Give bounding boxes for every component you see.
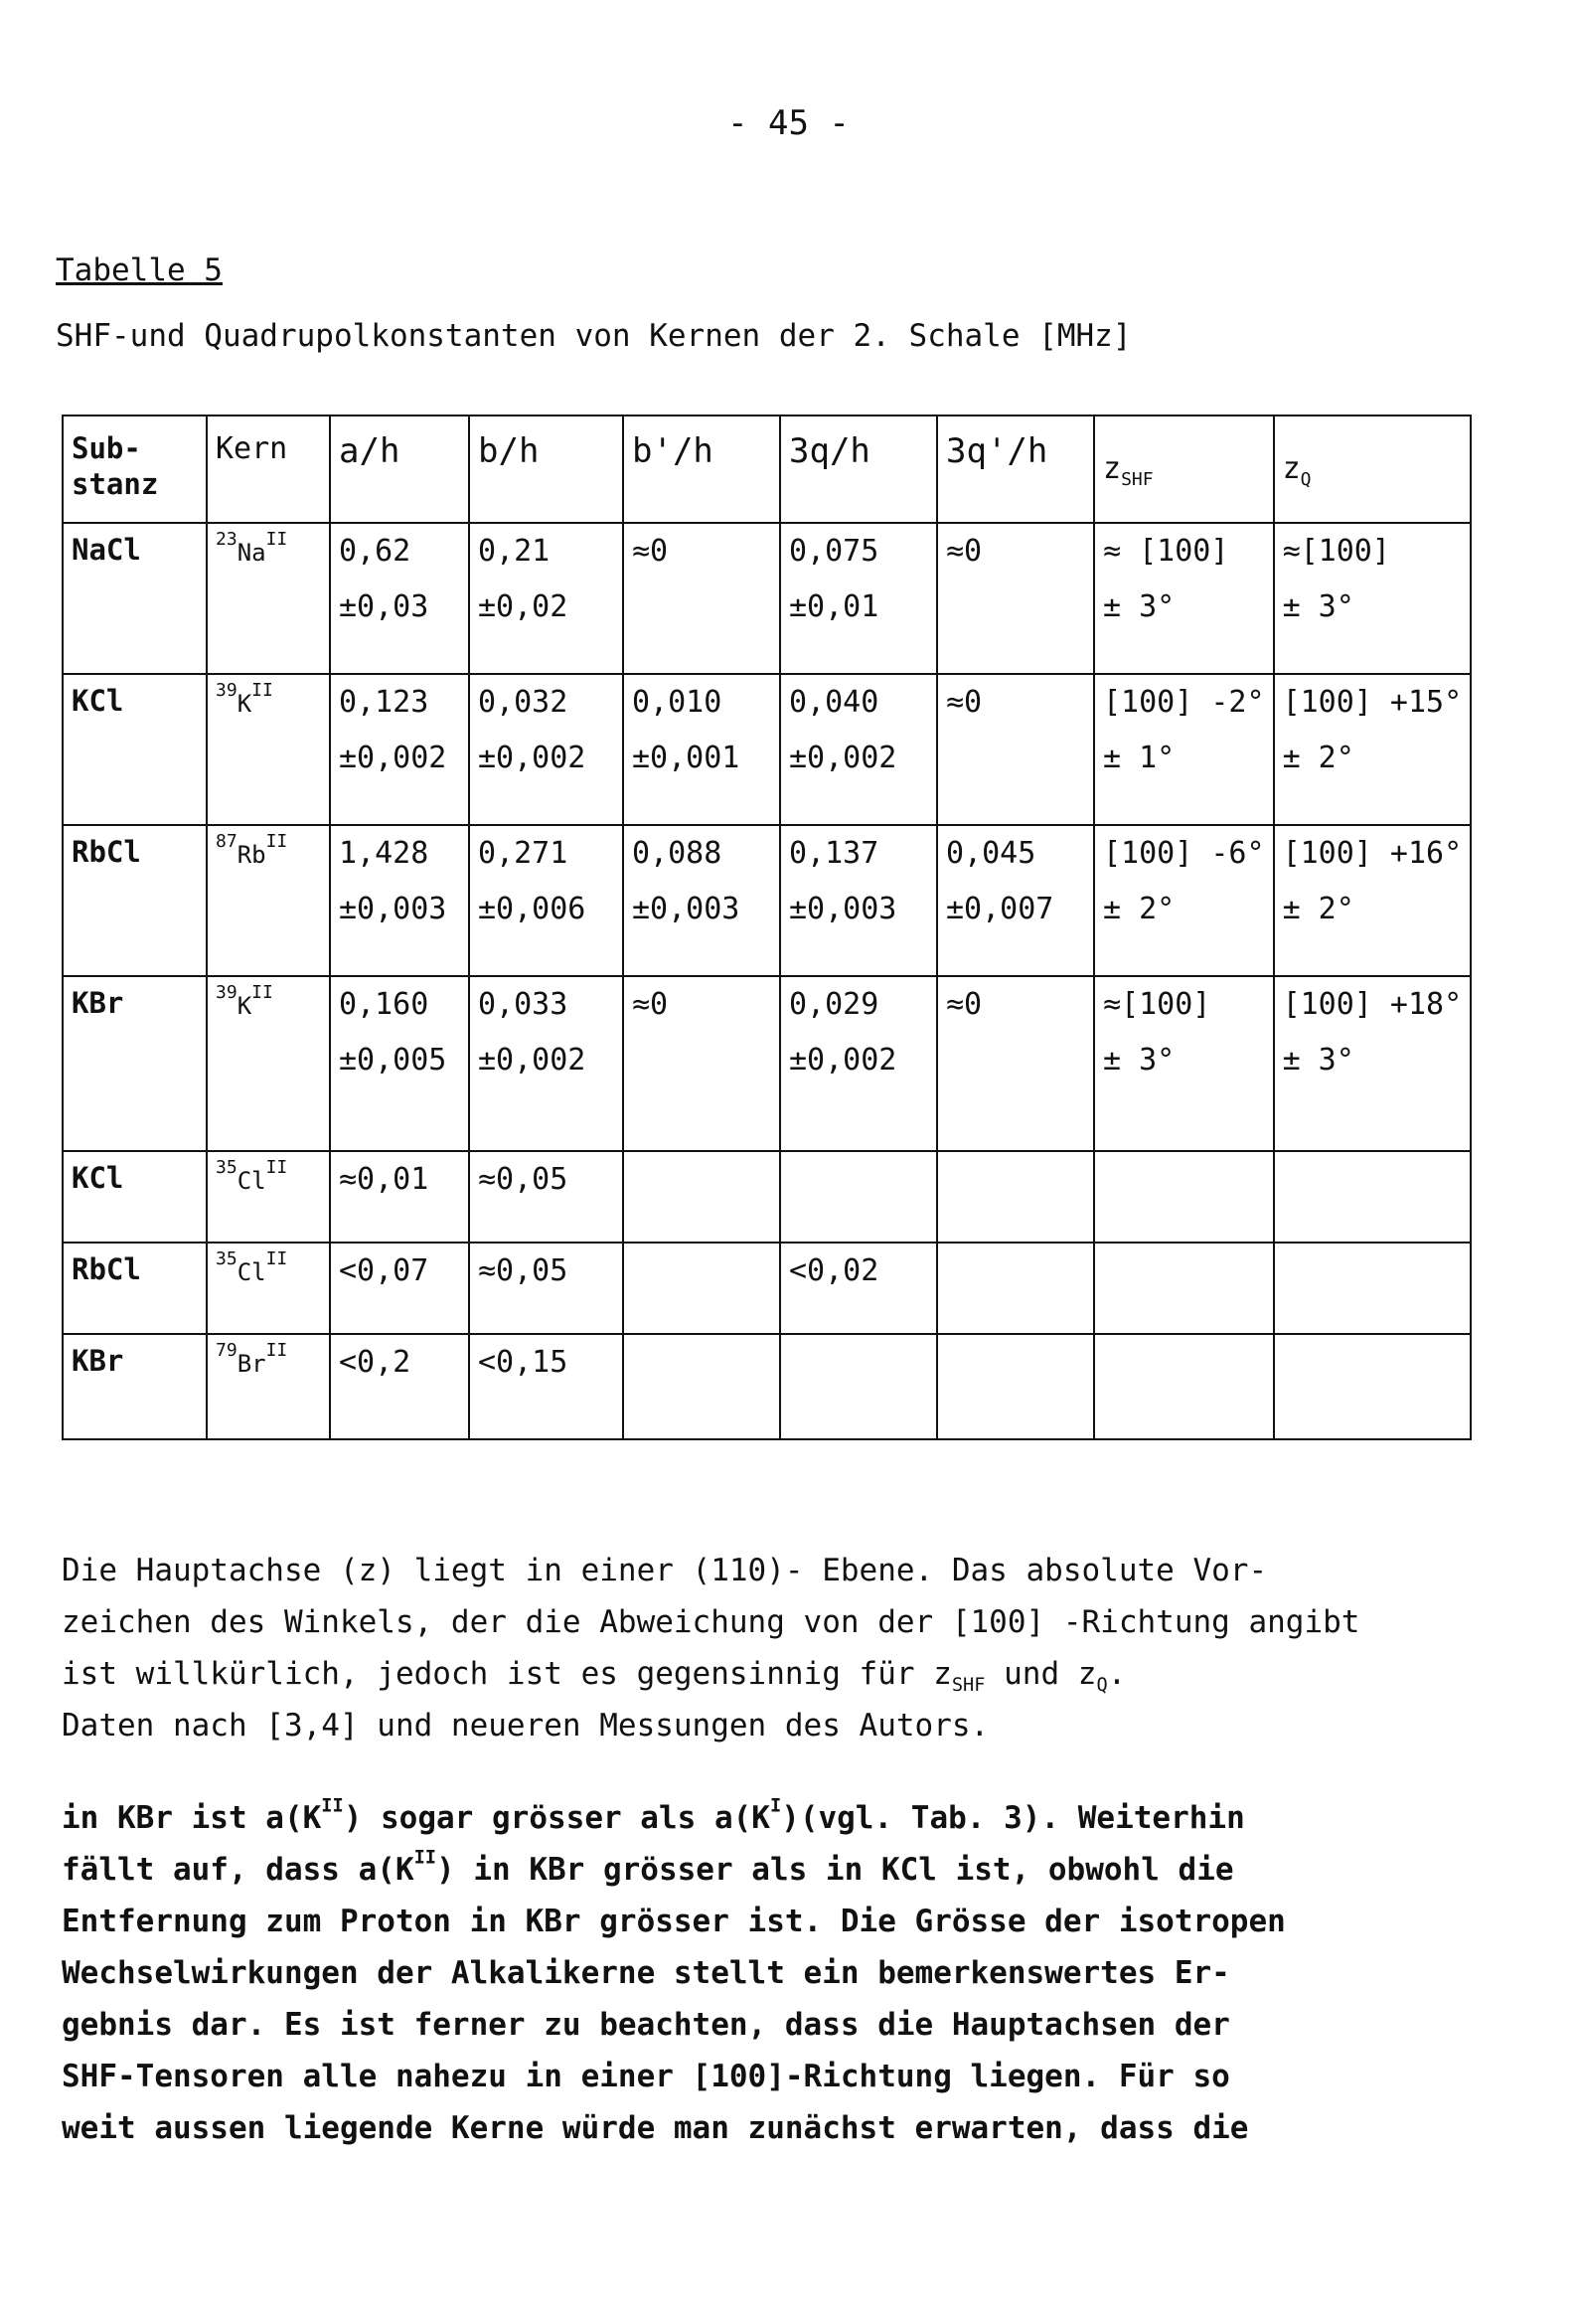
cell-q3p bbox=[937, 1151, 1094, 1243]
header-a bbox=[330, 415, 469, 523]
text-line: $z_{SHF}$ bbox=[1103, 451, 1154, 490]
cell-bp bbox=[623, 674, 780, 825]
cell-value: [100] +16° bbox=[1282, 836, 1463, 871]
cell-bp bbox=[623, 976, 780, 1151]
cell-value: ≈[100] bbox=[1103, 987, 1211, 1022]
cell-zshf bbox=[1094, 1334, 1274, 1439]
cell-q3p bbox=[937, 1334, 1094, 1439]
table-caption-text: SHF-und Quadrupolkonstanten von Kernen der 2. Schale [MHz] bbox=[56, 318, 1132, 354]
cell-substanz: KBr bbox=[63, 1334, 207, 1439]
cell-q3 bbox=[780, 1151, 937, 1243]
cell-value: ≈0,05 bbox=[478, 1162, 568, 1197]
cell-value: ≈0 bbox=[632, 987, 669, 1022]
header-b bbox=[469, 415, 623, 523]
cell-error: ± 2° bbox=[1282, 891, 1354, 926]
header-b-text: b/h bbox=[478, 431, 540, 471]
cell-error: ± 1° bbox=[1103, 740, 1176, 775]
cell-value: 0,123 bbox=[339, 685, 429, 720]
cell-value: 1,428 bbox=[339, 836, 429, 871]
cell-error: ±0,003 bbox=[339, 891, 447, 926]
cell-value: [100] -6° bbox=[1103, 836, 1265, 871]
cell-q3p bbox=[937, 674, 1094, 825]
cell-kern: $^{39}K^{II}$ bbox=[207, 976, 330, 1151]
cell-q3 bbox=[780, 674, 937, 825]
header-a-text: a/h bbox=[339, 431, 400, 471]
cell-error: ± 3° bbox=[1103, 588, 1176, 624]
cell-value: ≈0,05 bbox=[478, 1253, 568, 1288]
cell-value: ≈0 bbox=[632, 534, 669, 569]
cell-value: 0,045 bbox=[946, 836, 1036, 871]
table-row bbox=[63, 976, 1471, 1151]
cell-zq bbox=[1274, 1243, 1472, 1334]
cell-value: <0,07 bbox=[339, 1253, 429, 1288]
cell-a bbox=[330, 825, 469, 976]
page-number: - 45 - bbox=[727, 103, 850, 143]
cell-value: 0,160 bbox=[339, 987, 429, 1022]
cell-b bbox=[469, 825, 623, 976]
table-row bbox=[63, 1243, 1471, 1334]
cell-value: 0,032 bbox=[478, 685, 568, 720]
cell-value: <0,2 bbox=[339, 1345, 411, 1380]
cell-value: 0,271 bbox=[478, 836, 568, 871]
cell-error: ±0,007 bbox=[946, 891, 1054, 926]
cell-b bbox=[469, 1243, 623, 1334]
cell-a bbox=[330, 1243, 469, 1334]
cell-kern: $^{35}Cl^{II}$ bbox=[207, 1243, 330, 1334]
cell-zq bbox=[1274, 976, 1472, 1151]
header-bp-text: b'/h bbox=[632, 431, 713, 471]
cell-error: ±0,002 bbox=[478, 740, 586, 775]
cell-error: ±0,003 bbox=[632, 891, 740, 926]
cell-substanz: KCl bbox=[63, 674, 207, 825]
table-row bbox=[63, 523, 1471, 674]
header-3qp-text: 3q'/h bbox=[946, 431, 1048, 471]
text-line: zeichen des Winkels, der die Abweichung von der [100] -Richtung angibt bbox=[62, 1604, 1360, 1640]
cell-error: ±0,001 bbox=[632, 740, 740, 775]
cell-b bbox=[469, 523, 623, 674]
cell-bp bbox=[623, 825, 780, 976]
cell-error: ±0,002 bbox=[789, 1042, 897, 1078]
cell-value: ≈0,01 bbox=[339, 1162, 429, 1197]
cell-value: <0,02 bbox=[789, 1253, 879, 1288]
cell-a bbox=[330, 523, 469, 674]
cell-value: 0,033 bbox=[478, 987, 568, 1022]
cell-bp bbox=[623, 523, 780, 674]
text-line: Daten nach [3,4] und neueren Messungen des Autors. bbox=[62, 1708, 990, 1743]
header-kern: Kern bbox=[207, 415, 330, 523]
cell-error: ± 2° bbox=[1103, 891, 1176, 926]
table-header-row bbox=[63, 415, 1471, 523]
cell-error: ±0,01 bbox=[789, 588, 879, 624]
cell-q3 bbox=[780, 523, 937, 674]
table-row bbox=[63, 1151, 1471, 1243]
cell-q3p bbox=[937, 523, 1094, 674]
cell-error: ± 2° bbox=[1282, 740, 1354, 775]
cell-value: 0,029 bbox=[789, 987, 879, 1022]
cell-zshf bbox=[1094, 976, 1274, 1151]
cell-kern: $^{39}K^{II}$ bbox=[207, 674, 330, 825]
cell-value: 0,21 bbox=[478, 534, 551, 569]
cell-value: 0,040 bbox=[789, 685, 879, 720]
cell-q3 bbox=[780, 976, 937, 1151]
header-3q bbox=[780, 415, 937, 523]
cell-zshf bbox=[1094, 1243, 1274, 1334]
cell-value: [100] +18° bbox=[1282, 987, 1463, 1022]
cell-value: 0,010 bbox=[632, 685, 722, 720]
cell-substanz: KBr bbox=[63, 976, 207, 1151]
cell-value: [100] -2° bbox=[1103, 685, 1265, 720]
text-line: fällt auf, dass $a(K^{II})$ in KBr grösser als in KCl ist, obwohl die bbox=[62, 1847, 1234, 1888]
table-row bbox=[63, 674, 1471, 825]
text-line: Wechselwirkungen der Alkalikerne stellt ein bemerkenswertes Er- bbox=[62, 1955, 1230, 1991]
cell-a bbox=[330, 976, 469, 1151]
cell-zq bbox=[1274, 523, 1472, 674]
text-line: $z_Q$ bbox=[1282, 451, 1312, 490]
cell-kern: $^{87}Rb^{II}$ bbox=[207, 825, 330, 976]
cell-b bbox=[469, 674, 623, 825]
cell-error: ±0,002 bbox=[789, 740, 897, 775]
cell-b bbox=[469, 976, 623, 1151]
cell-q3 bbox=[780, 1334, 937, 1439]
cell-kern: $^{35}Cl^{II}$ bbox=[207, 1151, 330, 1243]
header-3q-prime bbox=[937, 415, 1094, 523]
cell-zshf bbox=[1094, 674, 1274, 825]
cell-error: ±0,002 bbox=[478, 1042, 586, 1078]
cell-error: ±0,03 bbox=[339, 588, 429, 624]
cell-bp bbox=[623, 1243, 780, 1334]
header-z-q bbox=[1274, 415, 1472, 523]
cell-error: ± 3° bbox=[1282, 588, 1354, 624]
table-row bbox=[63, 825, 1471, 976]
text-line: gebnis dar. Es ist ferner zu beachten, dass die Hauptachsen der bbox=[62, 2007, 1230, 2043]
header-z-shf bbox=[1094, 415, 1274, 523]
cell-q3p bbox=[937, 976, 1094, 1151]
cell-q3 bbox=[780, 825, 937, 976]
cell-bp bbox=[623, 1151, 780, 1243]
cell-q3 bbox=[780, 1243, 937, 1334]
cell-error: ±0,003 bbox=[789, 891, 897, 926]
text-line: Die Hauptachse (z) liegt in einer (110)- Ebene. Das absolute Vor- bbox=[62, 1553, 1268, 1588]
cell-zshf bbox=[1094, 1151, 1274, 1243]
cell-zq bbox=[1274, 674, 1472, 825]
cell-zq bbox=[1274, 825, 1472, 976]
cell-q3p bbox=[937, 1243, 1094, 1334]
table-row bbox=[63, 1334, 1471, 1439]
text-line: SHF-Tensoren alle nahezu in einer [100]-Richtung liegen. Für so bbox=[62, 2059, 1230, 2094]
cell-value: ≈0 bbox=[946, 987, 983, 1022]
constants-table bbox=[62, 415, 1472, 1440]
cell-error: ±0,02 bbox=[478, 588, 568, 624]
cell-value: 0,088 bbox=[632, 836, 722, 871]
cell-value: ≈ [100] bbox=[1103, 534, 1229, 569]
header-b-prime bbox=[623, 415, 780, 523]
cell-a bbox=[330, 1151, 469, 1243]
paragraph-discussion bbox=[62, 1792, 1552, 2154]
table-caption-label: Tabelle 5 bbox=[56, 252, 223, 288]
cell-error: ±0,005 bbox=[339, 1042, 447, 1078]
text-line: Entfernung zum Proton in KBr grösser ist. Die Grösse der isotropen bbox=[62, 1904, 1286, 1939]
text-line: in KBr ist $a(K^{II})$ sogar grösser als $a(K^I)(vgl$. Tab. 3). Weiterhin bbox=[62, 1795, 1245, 1836]
cell-q3p bbox=[937, 825, 1094, 976]
cell-error: ±0,006 bbox=[478, 891, 586, 926]
cell-a bbox=[330, 1334, 469, 1439]
cell-zshf bbox=[1094, 825, 1274, 976]
cell-zshf bbox=[1094, 523, 1274, 674]
cell-a bbox=[330, 674, 469, 825]
cell-b bbox=[469, 1151, 623, 1243]
cell-error: ± 3° bbox=[1103, 1042, 1176, 1078]
cell-value: [100] +15° bbox=[1282, 685, 1463, 720]
paragraph-notes bbox=[62, 1545, 1552, 1751]
text-line: ist willkürlich, jedoch ist es gegensinnig für $z_{SHF}$ und $z_Q$. bbox=[62, 1656, 1127, 1697]
cell-substanz: RbCl bbox=[63, 1243, 207, 1334]
cell-value: 0,137 bbox=[789, 836, 879, 871]
cell-kern: $^{79}Br^{II}$ bbox=[207, 1334, 330, 1439]
cell-substanz: NaCl bbox=[63, 523, 207, 674]
text-line: weit aussen liegende Kerne würde man zunächst erwarten, dass die bbox=[62, 2110, 1249, 2146]
cell-zq bbox=[1274, 1151, 1472, 1243]
cell-value: ≈[100] bbox=[1282, 534, 1390, 569]
cell-substanz: KCl bbox=[63, 1151, 207, 1243]
cell-substanz: RbCl bbox=[63, 825, 207, 976]
cell-value: <0,15 bbox=[478, 1345, 568, 1380]
cell-error: ± 3° bbox=[1282, 1042, 1354, 1078]
cell-error: ±0,002 bbox=[339, 740, 447, 775]
cell-value: ≈0 bbox=[946, 534, 983, 569]
cell-bp bbox=[623, 1334, 780, 1439]
cell-kern: $^{23}Na^{II}$ bbox=[207, 523, 330, 674]
header-substanz: Sub- stanz bbox=[63, 415, 207, 523]
cell-value: 0,62 bbox=[339, 534, 411, 569]
cell-b bbox=[469, 1334, 623, 1439]
cell-value: 0,075 bbox=[789, 534, 879, 569]
header-3q-text: 3q/h bbox=[789, 431, 870, 471]
cell-value: ≈0 bbox=[946, 685, 983, 720]
cell-zq bbox=[1274, 1334, 1472, 1439]
